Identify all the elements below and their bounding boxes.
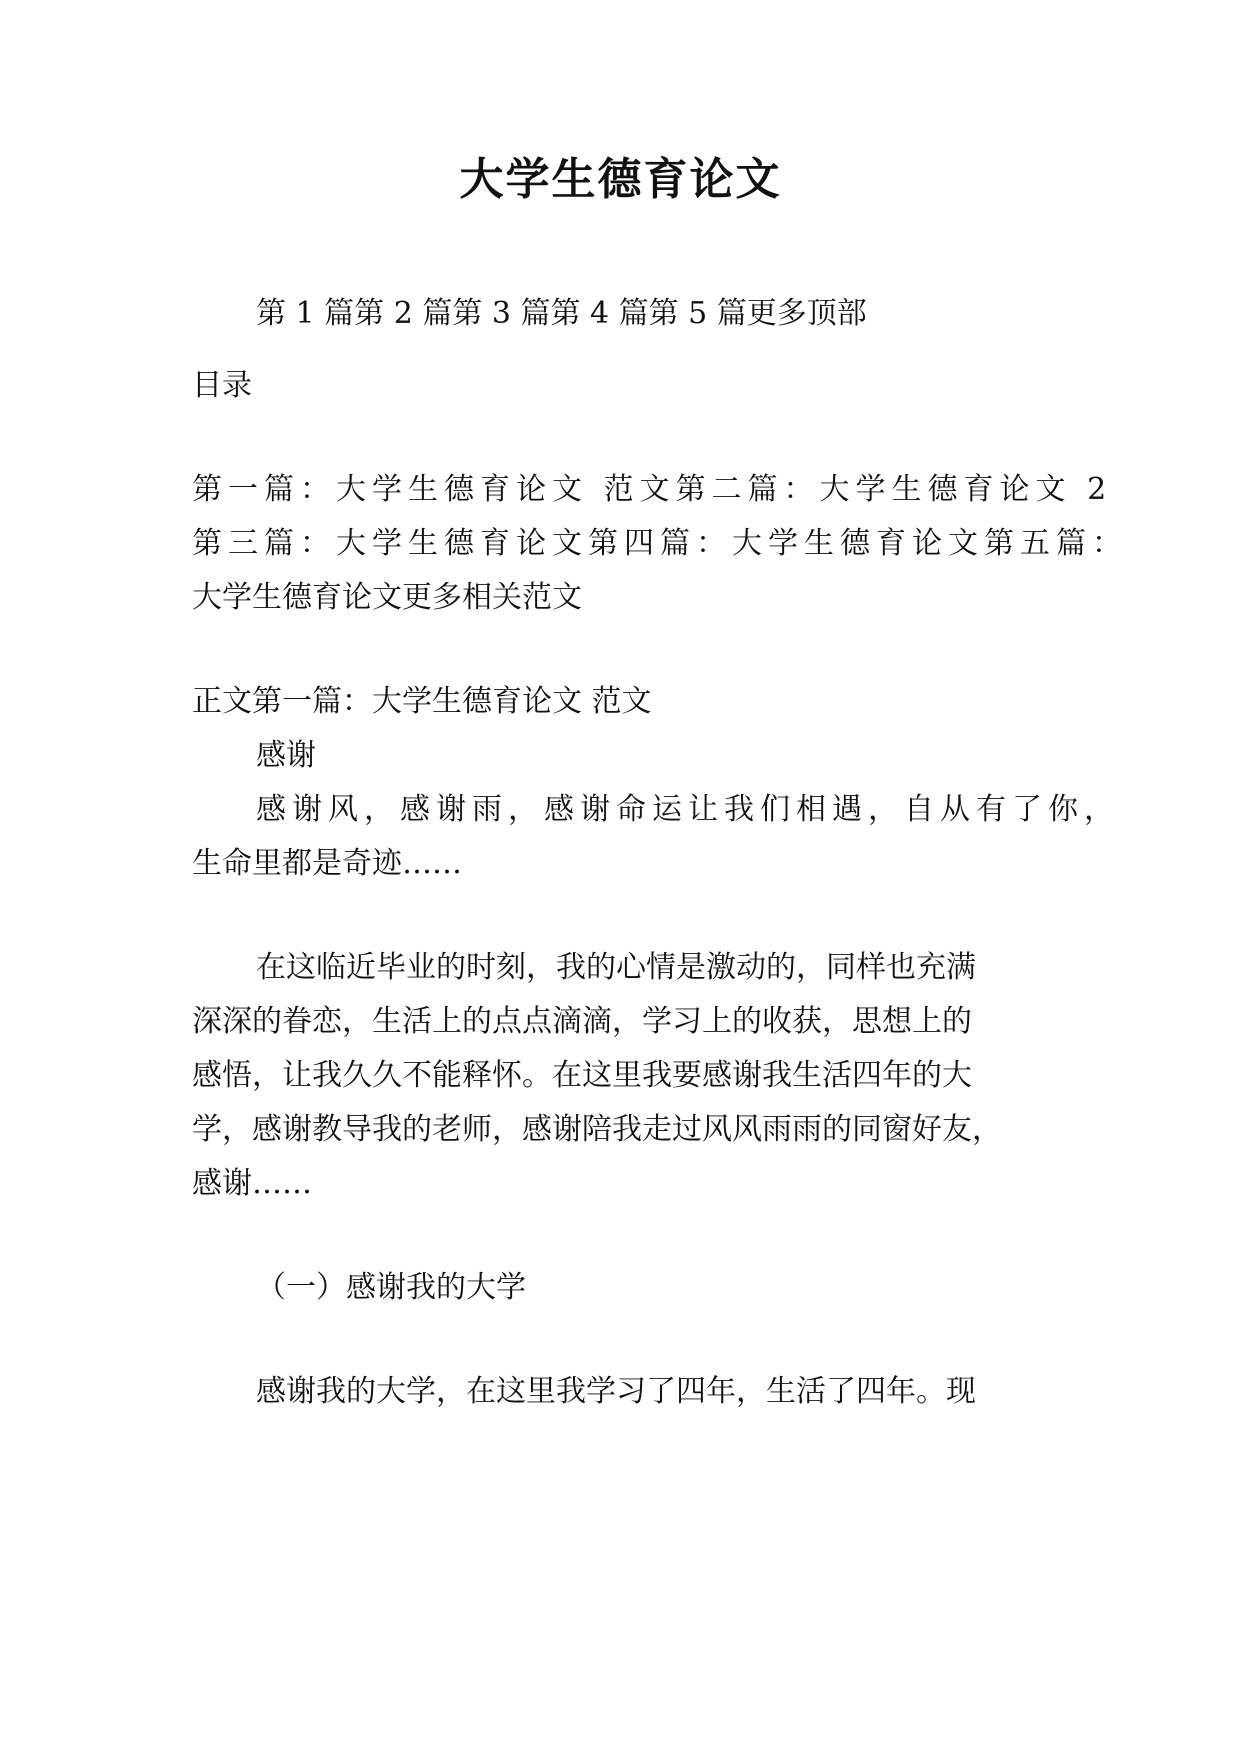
body-heading: 正文第一篇：大学生德育论文 范文 bbox=[192, 684, 652, 719]
toc-line[interactable]: 大学生德育论文更多相关范文 bbox=[192, 580, 582, 615]
nav-links[interactable]: 第 1 篇第 2 篇第 3 篇第 4 篇第 5 篇更多顶部 bbox=[256, 296, 867, 331]
paragraph-line: 深深的眷恋，生活上的点点滴滴，学习上的收获，思想上的 bbox=[192, 1004, 972, 1039]
paragraph-line: 感悟，让我久久不能释怀。在这里我要感谢我生活四年的大 bbox=[192, 1058, 972, 1093]
paragraph-line: 感谢我的大学，在这里我学习了四年，生活了四年。现 bbox=[256, 1374, 976, 1409]
document-title: 大学生德育论文 bbox=[459, 154, 782, 205]
paragraph-line: 感谢风，感谢雨，感谢命运让我们相遇，自从有了你， bbox=[256, 792, 1120, 827]
section-title: 感谢 bbox=[256, 738, 316, 773]
toc-heading: 目录 bbox=[192, 368, 252, 403]
paragraph-line: 在这临近毕业的时刻，我的心情是激动的，同样也充满 bbox=[256, 950, 976, 985]
toc-line[interactable]: 第三篇：大学生德育论文第四篇：大学生德育论文第五篇： bbox=[192, 526, 1128, 561]
subheading: （一）感谢我的大学 bbox=[256, 1270, 526, 1305]
paragraph-line: 生命里都是奇迹…… bbox=[192, 846, 462, 881]
paragraph-line: 学，感谢教导我的老师，感谢陪我走过风风雨雨的同窗好友， bbox=[192, 1112, 1002, 1147]
toc-line[interactable]: 第一篇：大学生德育论文 范文第二篇：大学生德育论文 2 bbox=[192, 472, 1113, 507]
paragraph-line: 感谢…… bbox=[192, 1166, 312, 1201]
